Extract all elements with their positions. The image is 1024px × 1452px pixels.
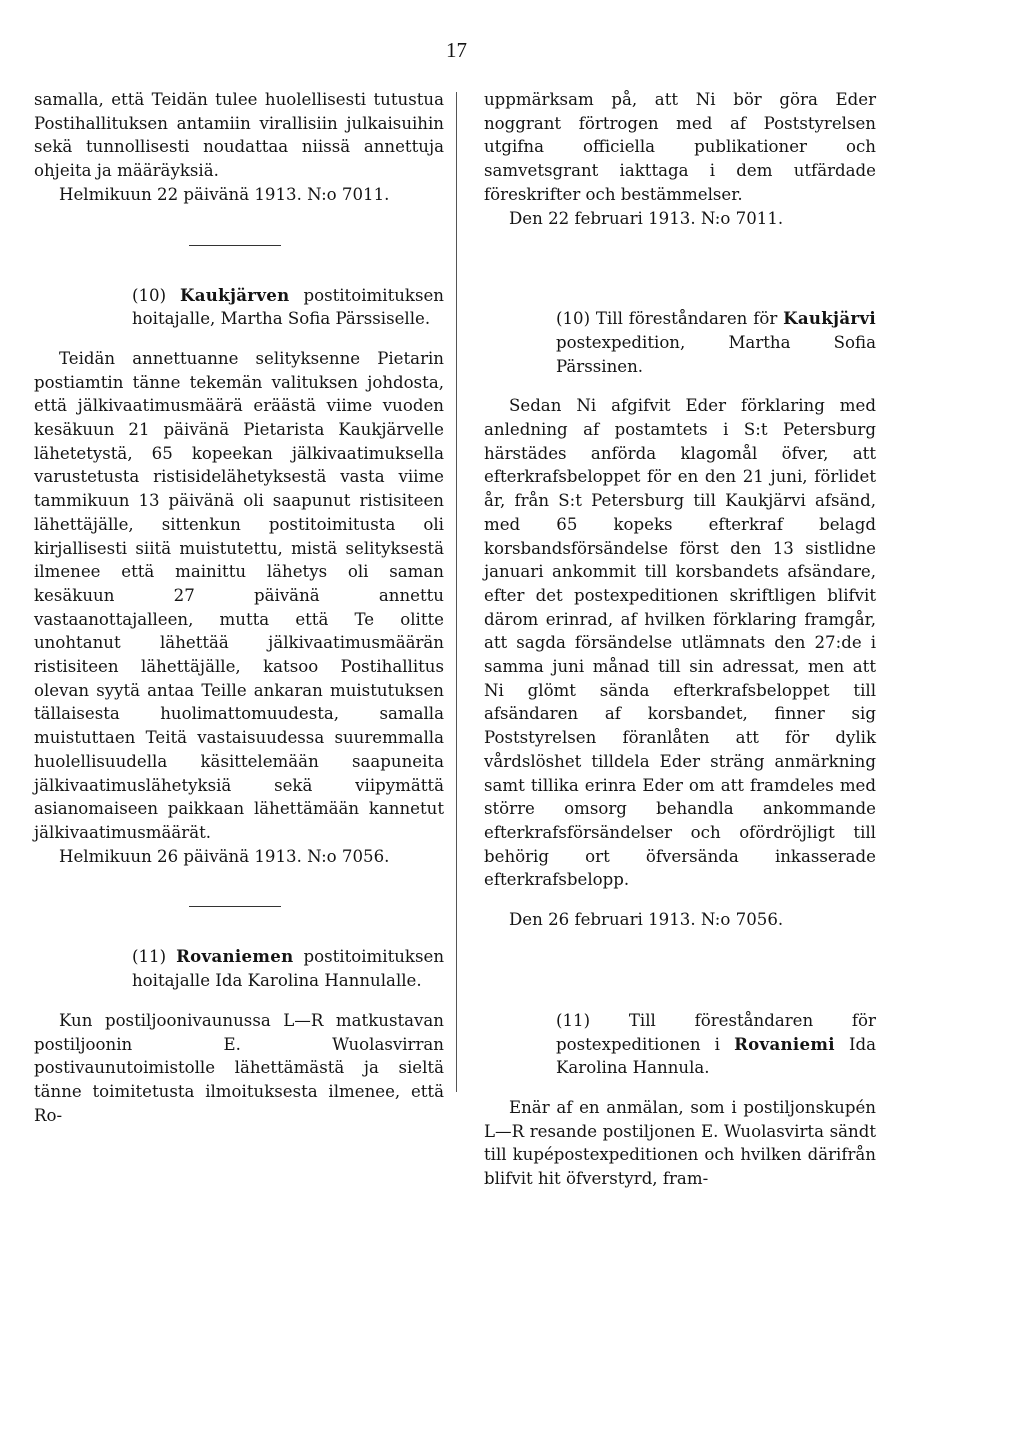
section-place: Kaukjärvi: [783, 308, 876, 329]
section-addressee: postexpedition, Martha Sofia Pärssinen.: [556, 332, 876, 376]
right-section-10-signature: Den 26 februari 1913. N:o 7056.: [509, 910, 784, 930]
section-addressee: postitoimituksen hoitajalle Ida Karolina Hannulalle.: [132, 947, 445, 991]
section-prefix: Till föreståndaren för postexpeditionen i: [556, 1010, 876, 1054]
right-intro-text: uppmärksam på, att Ni bör göra Eder noggrant förtrogen med af Poststyrelsen utgifna officiella publikationer och samvetsgrant iakttaga i dem utfärdade föreskrifter och bestämmelser.: [484, 90, 876, 204]
left-section-10-signature: Helmikuun 26 päivänä 1913. N:o 7056.: [59, 846, 390, 866]
column-divider: [456, 92, 457, 1092]
page-number: 17: [446, 38, 467, 62]
section-place: Kaukjärven: [180, 284, 290, 305]
left-section-10-heading: [34, 284, 444, 331]
left-column-finnish: [34, 88, 444, 1127]
right-intro-block: [484, 88, 876, 230]
section-number: (10): [556, 309, 591, 329]
section-addressee: postitoimituksen hoitajalle, Martha Sofia Pärssiselle.: [132, 285, 444, 329]
section-number: (10): [132, 285, 167, 305]
right-section-10-heading: [484, 307, 876, 378]
right-intro-signature: Den 22 februari 1913. N:o 7011.: [509, 208, 784, 228]
section-addressee: Ida Karolina Hannula.: [556, 1034, 877, 1078]
right-section-11-body: Enär af en anmälan, som i postiljonskupén L—R resande postiljonen E. Wuolasvirta sändt till kupépostexpeditionen och hvilken därifrån blifvit hit öfverstyrd, fram-: [484, 1097, 876, 1189]
section-number: (11): [556, 1010, 591, 1030]
section-prefix: Till föreståndaren för: [595, 309, 778, 329]
left-intro-text: samalla, että Teidän tulee huolellisesti tutustua Postihallituksen antamiin virallisiin julkaisuihin sekä tunnollisesti noudattaa niissä annettuja ohjeita ja määräyksiä.: [34, 90, 444, 181]
section-place: Rovaniemen: [176, 946, 294, 967]
left-section-10-body: Teidän annettuanne selityksenne Pietarin postiamtin tänne tekemän valituksen johdosta, että jälkivaatimusmäärä eräästä viime vuoden kesäkuun 21 päivänä Pietarista Kaukjärvelle lähetetystä, 65 kopeekan jälkivaatimuksella varustetusta ristisidelähetyksestä vasta viime tammikuun 13 päivänä oli saapunut ristisiteen lähettäjälle, sittenkun postitoimitusta oli kirjallisesti siitä muistutettu, mistä selityksestä ilmenee että mainittu lähetys oli saman kesäkuun 27 päivänä annettu vastaanottajalleen, mutta että Te olitte unohtanut lähettää jälkivaatimusmäärän ristisiteen lähettäjälle, katsoo Postihallitus olevan syytä antaa Teille ankaran muistutuksen tällaisesta huolimattomuudesta, samalla muistuttaen Teitä vastaisuudessa suuremmalla huolellisuudella käsittelemään saapuneita jälkivaatimuslähetyksiä sekä viipymättä asianomaiseen paikkaan lähettämään kannetut jälkivaatimusmäärät.: [34, 348, 444, 842]
left-intro-block: [34, 88, 444, 207]
left-section-11-body: Kun postiljoonivaunussa L—R matkustavan postiljoonin E. Wuolasvirran postivaunutoimistolle lähettämästä ja sieltä tänne toimitetusta ilmoituksesta ilmenee, että Ro-: [34, 1010, 444, 1125]
section-place: Rovaniemi: [734, 1033, 835, 1054]
left-intro-signature: Helmikuun 22 päivänä 1913. N:o 7011.: [59, 184, 390, 204]
right-section-10-body: Sedan Ni afgifvit Eder förklaring med anledning af postamtets i S:t Petersburg härstädes anförda klagomål öfver, att efterkrafsbeloppet för en den 21 juni, förlidet år, från S:t Petersburg till Kaukjärvi afsänd, med 65 kopeks efterkraf belagd korsbandsförsändelse först den 13 sistlidne januari ankommit till korsbandets afsändare, efter det postexpeditionen skriftligen blifvit därom erinrad, af hvilken förklaring framgår, att sagda försändelse utlämnats den 27:de i samma juni månad till sin adressat, men att Ni glömt sända efterkrafsbeloppet till afsändaren af korsbandet, finner sig Poststyrelsen föranlåten att för dylik vårdslöshet tilldela Eder sträng anmärkning samt tillika erinra Eder om att framdeles med större omsorg behandla ankommande efterkrafsförsändelser och ofördröjligt till behörig ort öfversända inkasserade efterkrafsbelopp.: [484, 396, 876, 890]
right-section-11-heading: [484, 1009, 876, 1080]
right-column-swedish: [484, 88, 876, 1191]
left-section-11-heading: [34, 945, 444, 992]
section-number: (11): [132, 947, 167, 967]
